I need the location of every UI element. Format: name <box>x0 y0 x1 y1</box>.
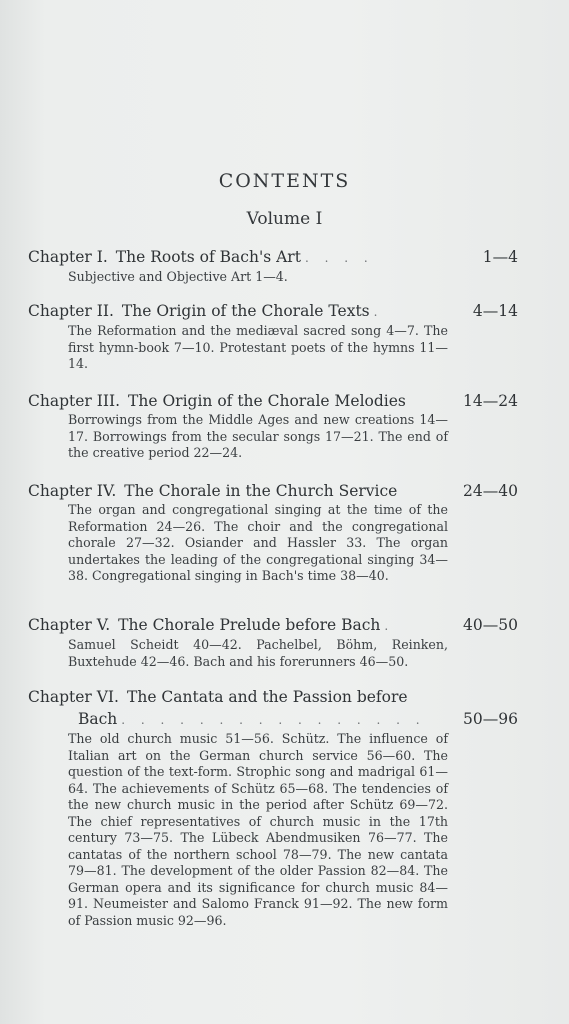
chapter-title: The Origin of the Chorale Texts <box>121 302 370 320</box>
chapter-number: Chapter III. <box>28 392 121 410</box>
leader-dots: . . . . . . . . . . . . . . . . <box>121 713 426 727</box>
chapter-summary: Borrowings from the Middle Ages and new creations 14—17. Borrowings from the secular songs 17—21. The end of the creative period 22—24. <box>68 412 448 460</box>
chapter-number: Chapter II. <box>28 302 114 320</box>
volume-heading: Volume I <box>246 209 323 229</box>
chapter-number: Chapter IV. <box>28 482 117 500</box>
chapter-number: Chapter VI. <box>28 688 119 706</box>
chapter-entry-5 <box>28 614 518 670</box>
leader-dots: . <box>373 305 384 319</box>
chapter-pages: 1—4 <box>482 248 518 266</box>
chapter-title: The Cantata and the Passion before <box>127 688 408 706</box>
chapter-pages: 24—40 <box>463 482 518 500</box>
chapter-entry-3 <box>28 390 518 462</box>
chapter-number: Chapter V. <box>28 616 111 634</box>
chapter-title: The Roots of Bach's Art <box>115 248 301 266</box>
chapter-entry-2 <box>28 300 518 373</box>
chapter-title: The Chorale in the Church Service <box>124 482 398 500</box>
leader-dots: . . . . <box>304 251 374 265</box>
chapter-pages: 14—24 <box>463 392 518 410</box>
chapter-number: Chapter I. <box>28 248 108 266</box>
chapter-summary: The organ and congregational singing at the time of the Reformation 24—26. The choir and the congregational chorale 27—32. Osiander and Hassler 33. The organ undertakes the leading of the congregational singing 34—38. Congregational singing in Bach's time 38—40. <box>68 502 448 583</box>
chapter-title-continued: Bach <box>78 710 118 728</box>
leader-dots: . <box>384 619 395 633</box>
chapter-summary: The Reformation and the mediæval sacred song 4—7. The first hymn-book 7—10. Protestant poets of the hymns 11—14. <box>68 323 448 371</box>
chapter-entry-1 <box>28 246 518 286</box>
chapter-pages: 40—50 <box>463 616 518 634</box>
chapter-entry-4 <box>28 480 518 585</box>
chapter-pages: 4—14 <box>472 302 518 320</box>
chapter-title: The Chorale Prelude before Bach <box>118 616 381 634</box>
chapter-summary: Samuel Scheidt 40—42. Pachelbel, Böhm, Reinken, Buxtehude 42—46. Bach and his forerunners 46—50. <box>68 637 448 669</box>
contents-heading: CONTENTS <box>218 170 351 192</box>
chapter-summary: The old church music 51—56. Schütz. The influence of Italian art on the German church service 56—60. The question of the text-form. Strophic song and madrigal 61—64. The achievements of Schütz 65—68. The tendencies of the new church music in the period after Schütz 69—72. The chief representatives of church music in the 17th century 73—75. The Lübeck Abendmusiken 76—77. The cantatas of the northern school 78—79. The new cantata 79—81. The development of the older Passion 82—84. The German opera and its significance for church music 84—91. Neumeister and Salomo Franck 91—92. The new form of Passion music 92—96. <box>68 731 448 928</box>
chapter-entry-6 <box>28 686 518 929</box>
chapter-pages: 50—96 <box>463 710 518 728</box>
chapter-title: The Origin of the Chorale Melodies <box>128 392 406 410</box>
chapter-summary: Subjective and Objective Art 1—4. <box>68 269 288 284</box>
